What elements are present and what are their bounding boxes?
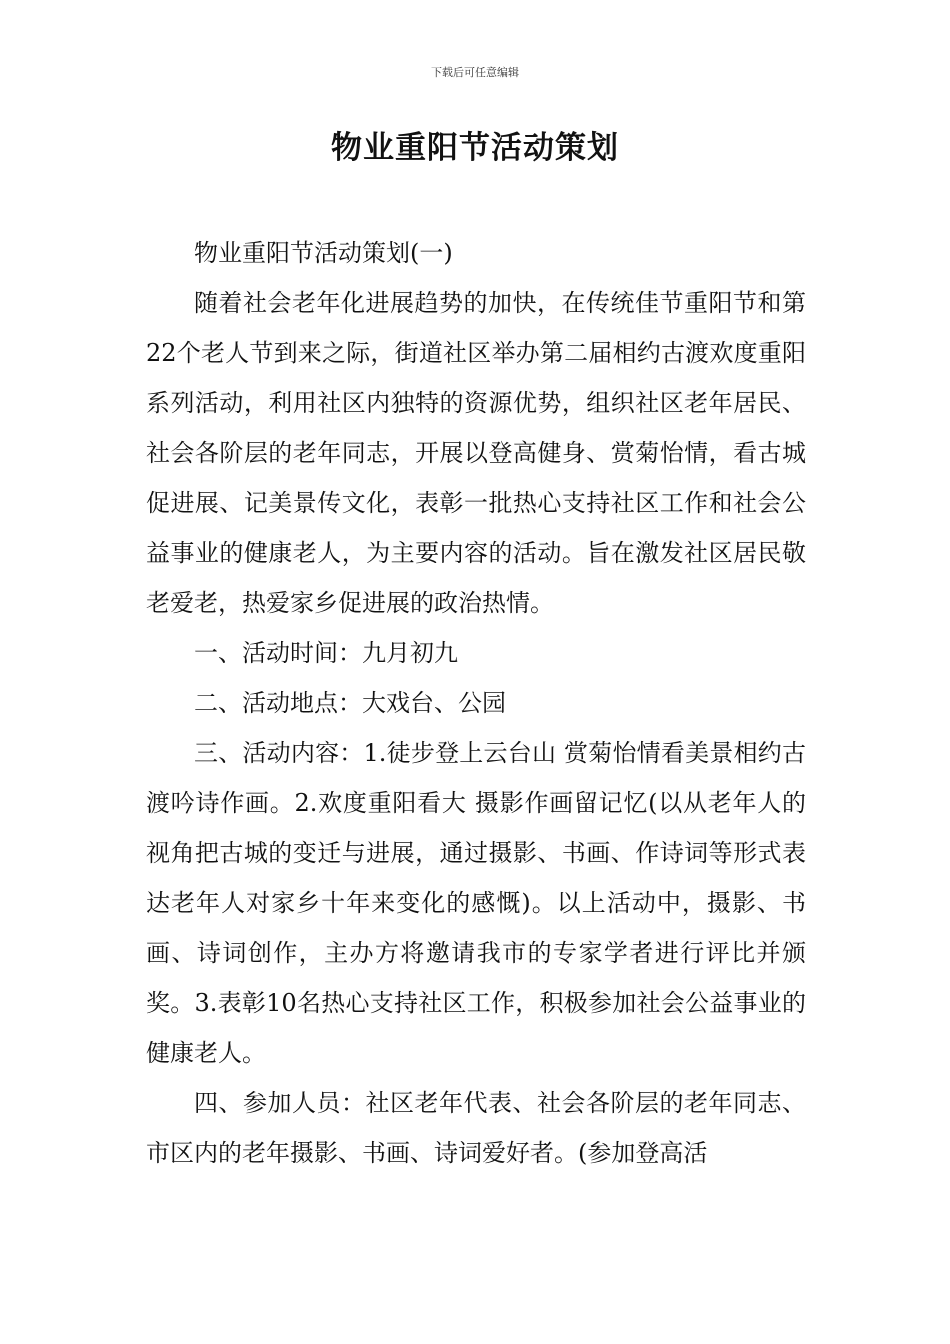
activity-location: 二、活动地点：大戏台、公园 [194, 689, 506, 717]
activity-content: 三、活动内容：1.徒步登上云台山 赏菊怡情看美景相约古渡吟诗作画。2.欢度重阳看大 摄影作画留记忆(以从老年人的视角把古城的变迁与进展，通过摄影、书画、作诗词等形式表达老年人对家乡十年来变化的感慨)。以上活动中，摄影、书画、诗词创作，主办方将邀请我市的专家学者进行评比并颁奖。3.表彰10名热心支持社区工作，积极参加社会公益事业的健康老人。 [146, 739, 806, 1067]
activity-time: 一、活动时间：九月初九 [194, 639, 458, 667]
header-note: 下载后可任意编辑 [431, 66, 519, 79]
document-body [146, 228, 806, 1178]
intro-paragraph: 随着社会老年化进展趋势的加快，在传统佳节重阳节和第22个老人节到来之际，街道社区举办第二届相约古渡欢度重阳系列活动，利用社区内独特的资源优势，组织社区老年居民、社会各阶层的老年同志，开展以登高健身、赏菊怡情，看古城促进展、记美景传文化，表彰一批热心支持社区工作和社会公益事业的健康老人，为主要内容的活动。旨在激发社区居民敬老爱老，热爱家乡促进展的政治热情。 [146, 289, 806, 617]
section-heading: 物业重阳节活动策划(一) [194, 239, 453, 267]
document-title: 物业重阳节活动策划 [331, 130, 619, 166]
participants: 四、参加人员：社区老年代表、社会各阶层的老年同志、市区内的老年摄影、书画、诗词爱好者。(参加登高活 [146, 1089, 806, 1167]
